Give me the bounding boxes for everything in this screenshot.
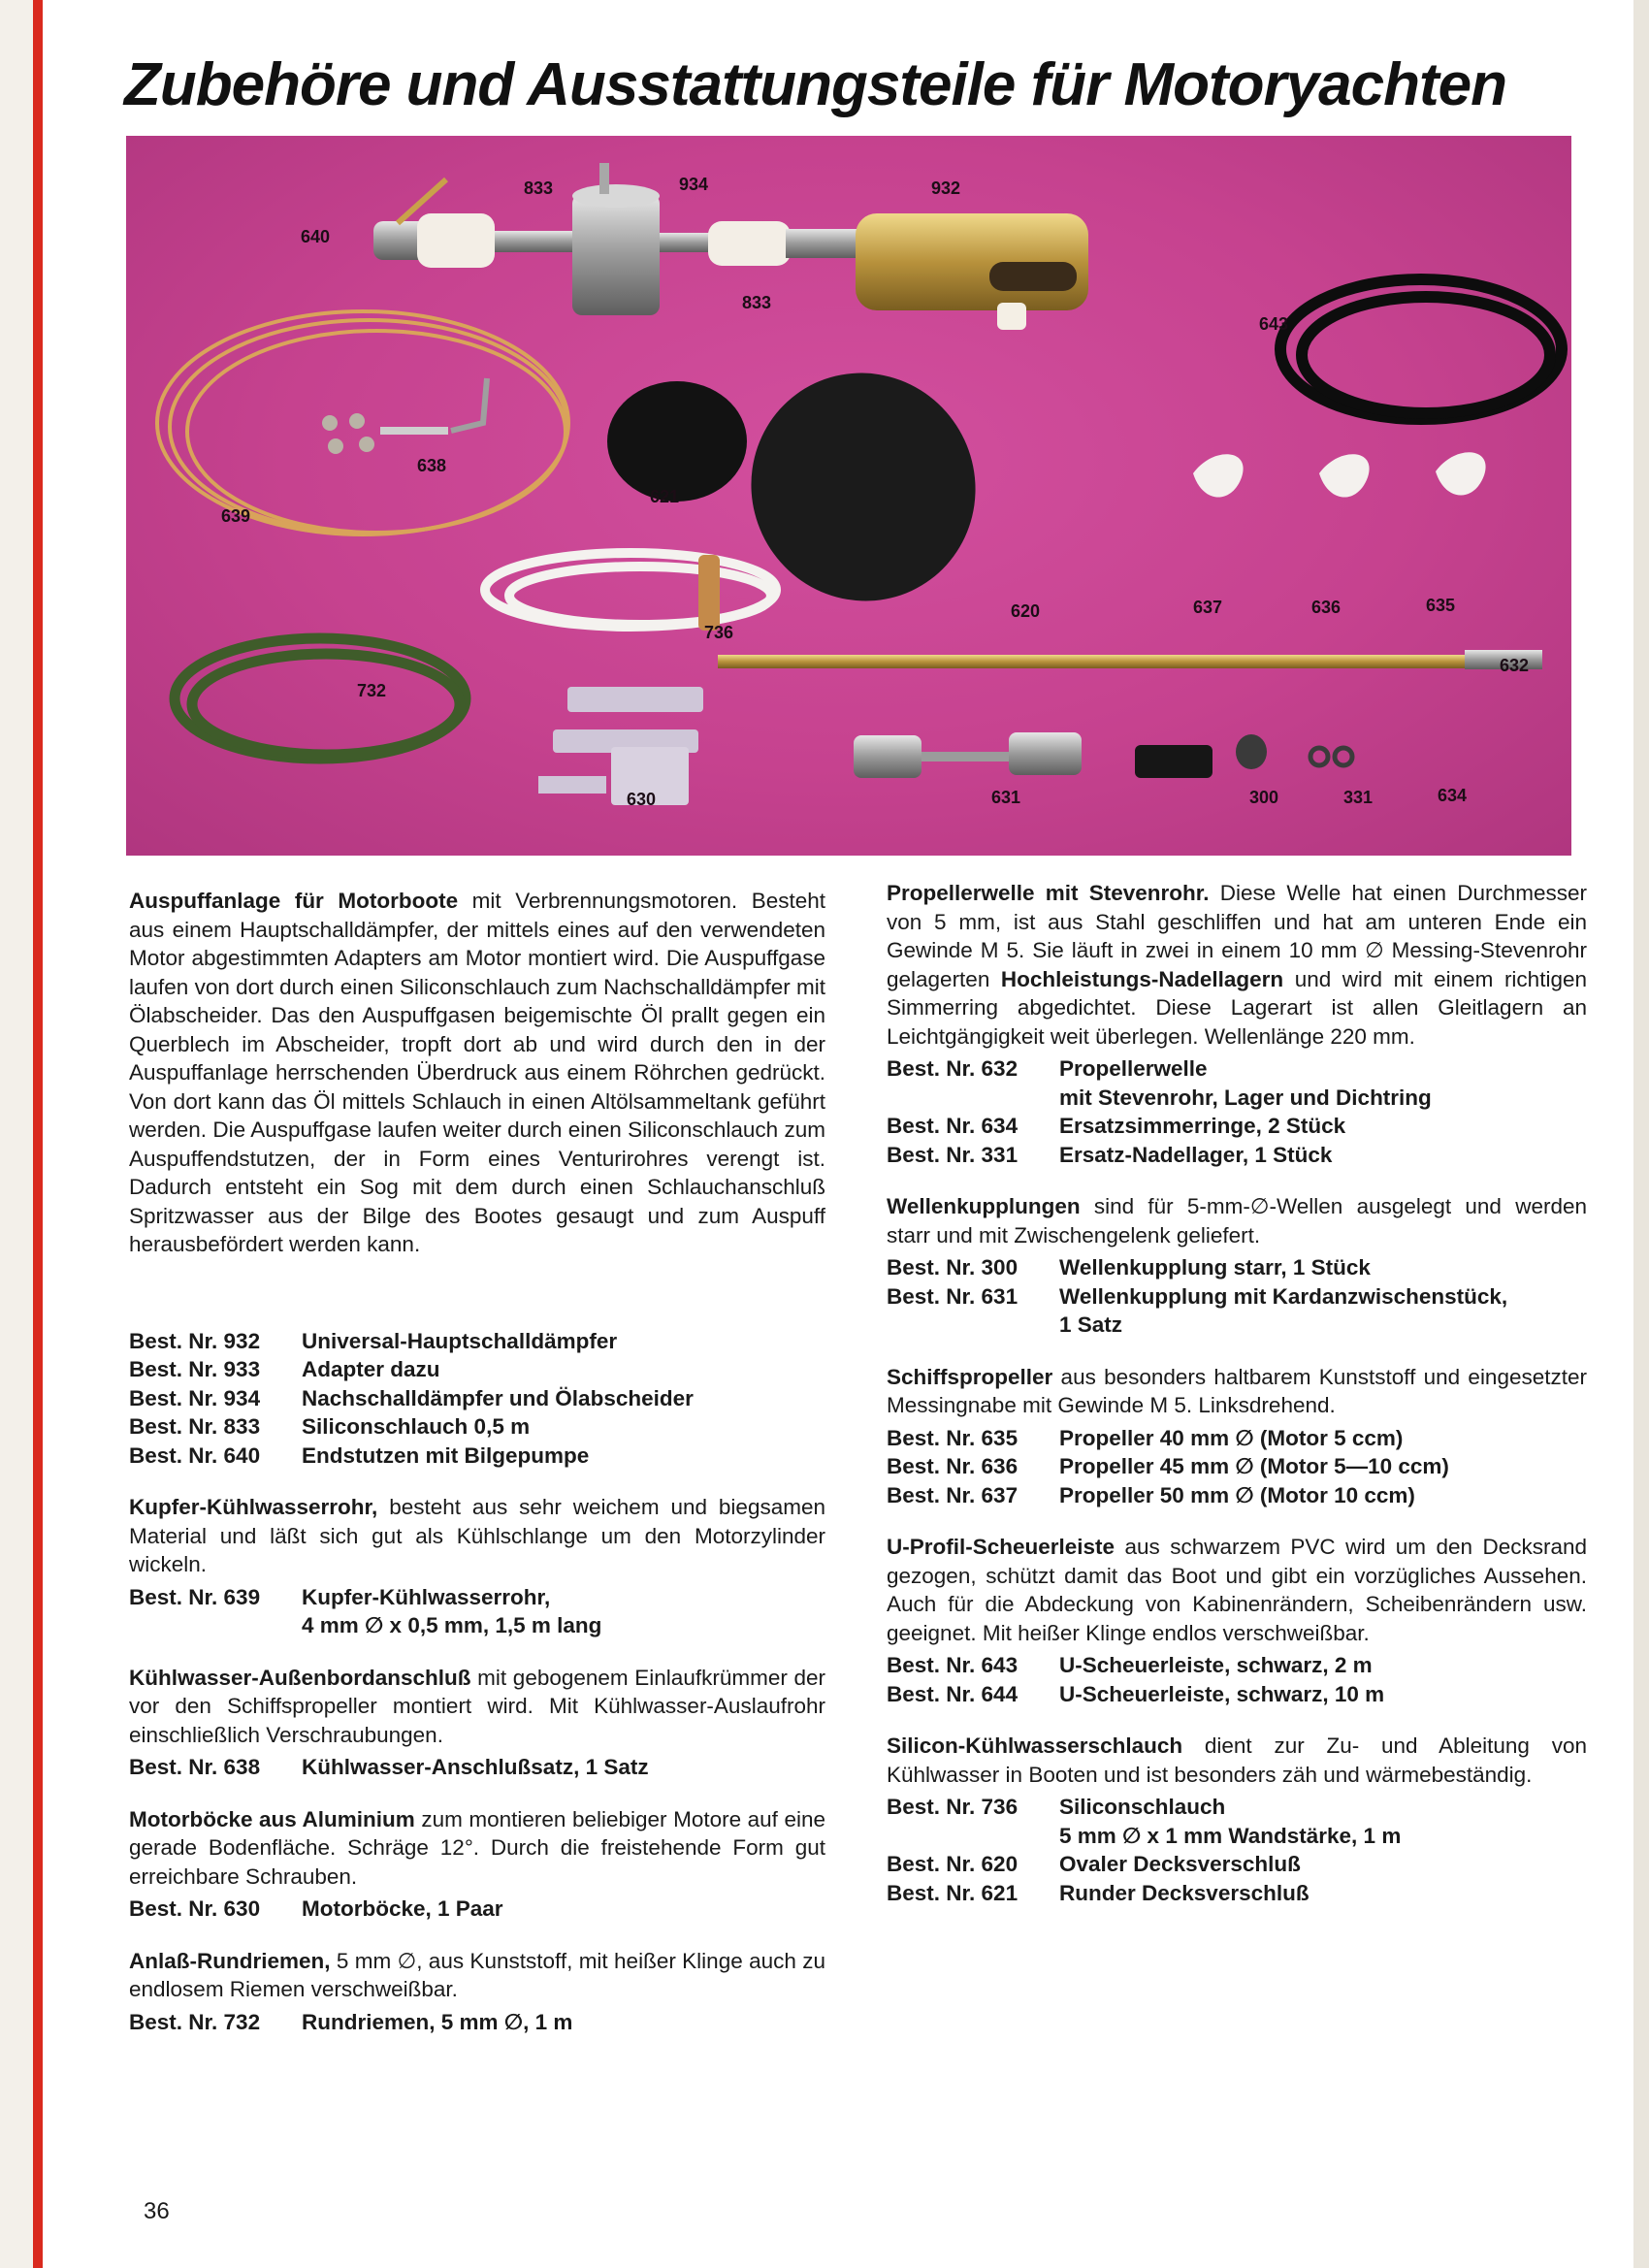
order-description: Endstutzen mit Bilgepumpe	[302, 1442, 590, 1468]
order-number: Best. Nr. 631	[887, 1283, 1018, 1309]
callout-630: 630	[627, 790, 657, 809]
silicone-hose-section	[887, 1732, 1587, 1907]
cooling-connector-text: mit gebogenem Einlaufkrümmer der vor den Schiffspropeller montiert wird. Mit Kühlwasser-Auslaufrohr einschließlich Verschraubungen.	[129, 1665, 825, 1747]
callout-637: 637	[1193, 598, 1223, 617]
order-row	[887, 1850, 1587, 1879]
motor-mounts-section	[129, 1805, 825, 1924]
page-title: Zubehöre und Ausstattungsteile für Motoryachten	[124, 51, 1506, 118]
order-number: Best. Nr. 639	[129, 1584, 261, 1609]
order-row	[129, 1412, 825, 1442]
edge-trim-section	[887, 1533, 1587, 1708]
belt-heading: Anlaß-Rundriemen,	[129, 1948, 331, 1973]
order-row	[129, 2008, 825, 2037]
order-description: Runder Decksverschluß	[1059, 1880, 1310, 1905]
order-row	[129, 1384, 825, 1413]
belt-section	[129, 1947, 825, 2037]
couplings-text: sind für 5-mm-∅-Wellen ausgelegt und werden starr und mit Zwischengelenk geliefert.	[887, 1194, 1587, 1247]
order-description: Ovaler Decksverschluß	[1059, 1852, 1301, 1876]
order-row	[887, 1112, 1587, 1141]
callout-300: 300	[1249, 788, 1279, 807]
propellers-text: aus besonders haltbarem Kunststoff und eingesetzter Messingnabe mit Gewinde M 5. Linksdrehend.	[887, 1364, 1587, 1417]
order-description: Propeller 50 mm ∅ (Motor 10 ccm)	[1059, 1482, 1415, 1507]
propellers-section	[887, 1363, 1587, 1510]
shaft-text: Diese Welle hat einen Durchmesser von 5 mm, ist aus Stahl geschliffen und hat am unteren Ende ein Gewinde M 5. Sie läuft in zwei in einem 10 mm ∅ Messing-Stevenrohr gelagerten	[887, 881, 1587, 991]
motor-mounts	[538, 687, 703, 805]
callout-736: 736	[704, 623, 734, 642]
exhaust-system-illustration	[373, 163, 1088, 330]
callout-634: 634	[1438, 786, 1468, 805]
order-description	[302, 1583, 825, 1640]
order-description: Siliconschlauch 0,5 m	[302, 1414, 531, 1439]
order-number: Best. Nr. 934	[129, 1385, 261, 1410]
product-photo	[126, 136, 1571, 856]
order-number: Best. Nr. 300	[887, 1255, 1018, 1280]
order-row	[887, 1054, 1587, 1112]
order-description	[1059, 1282, 1587, 1340]
callout-932: 932	[931, 178, 961, 198]
order-line: 1 Satz	[1059, 1312, 1123, 1337]
callout-640: 640	[301, 227, 331, 246]
couplings-heading: Wellenkupplungen	[887, 1194, 1081, 1218]
order-line: Propellerwelle	[1059, 1056, 1208, 1081]
order-row	[129, 1327, 825, 1356]
order-row	[129, 1895, 825, 1924]
couplings-description	[887, 1192, 1587, 1249]
order-description: U-Scheuerleiste, schwarz, 2 m	[1059, 1653, 1373, 1677]
callout-635: 635	[1426, 596, 1456, 615]
exhaust-section	[129, 887, 825, 1259]
order-description	[1059, 1793, 1587, 1850]
order-description: U-Scheuerleiste, schwarz, 10 m	[1059, 1681, 1385, 1706]
round-deck-cap	[607, 381, 747, 502]
order-row	[887, 1481, 1587, 1510]
order-description: Ersatz-Nadellager, 1 Stück	[1059, 1142, 1333, 1167]
silicone-hose-heading: Silicon-Kühlwasserschlauch	[887, 1733, 1183, 1758]
cooling-connector-heading: Kühlwasser-Außenbordanschluß	[129, 1665, 471, 1690]
propellers	[1193, 452, 1486, 497]
edge-trim-description	[887, 1533, 1587, 1647]
copper-pipe-heading: Kupfer-Kühlwasserrohr,	[129, 1495, 378, 1519]
belt-description	[129, 1947, 825, 2004]
order-row	[129, 1355, 825, 1384]
propellers-heading: Schiffspropeller	[887, 1364, 1053, 1389]
edge-trim-heading: U-Profil-Scheuerleiste	[887, 1535, 1116, 1559]
silicone-hose-text: dient zur Zu- und Ableitung von Kühlwasser in Booten und ist besonders zäh und wärmebeständig.	[887, 1733, 1587, 1787]
callout-833-b: 833	[742, 293, 772, 312]
page-right-edge	[1633, 0, 1649, 2268]
order-number: Best. Nr. 331	[887, 1142, 1018, 1167]
order-number: Best. Nr. 833	[129, 1414, 261, 1439]
copper-pipe-description	[129, 1493, 825, 1579]
callout-632: 632	[1500, 656, 1530, 675]
exhaust-description	[129, 887, 825, 1259]
order-number: Best. Nr. 644	[887, 1681, 1018, 1706]
page-number: 36	[144, 2198, 170, 2224]
order-number: Best. Nr. 630	[129, 1896, 261, 1921]
order-number: Best. Nr. 732	[129, 2009, 261, 2034]
callout-643: 643	[1259, 314, 1289, 334]
motor-mounts-description	[129, 1805, 825, 1892]
silicone-hose	[485, 553, 776, 627]
motor-mounts-text: zum montieren beliebiger Motore auf eine gerade Bodenfläche. Schräge 12°. Durch die freistehende Form gut erreichbare Schrauben.	[129, 1806, 825, 1889]
propeller-shaft	[718, 655, 1542, 668]
order-row	[129, 1753, 825, 1782]
order-row	[887, 1793, 1587, 1850]
order-row	[887, 1424, 1587, 1453]
couplings-section	[887, 1192, 1587, 1340]
order-description: Adapter dazu	[302, 1357, 440, 1381]
order-number: Best. Nr. 640	[129, 1442, 261, 1468]
motor-mounts-heading: Motorböcke aus Aluminium	[129, 1806, 415, 1831]
shaft-text-end: und wird mit einem richtigen Simmerring abgedichtet. Diese Lagerart ist allen Gleitlagern an Leichtgängigkeit weit überlegen. Wellenlänge 220 mm.	[887, 966, 1587, 1049]
page-binding-edge	[0, 0, 45, 2268]
order-description: Universal-Hauptschalldämpfer	[302, 1328, 618, 1353]
right-column	[887, 879, 1587, 1930]
shaft-section	[887, 879, 1587, 1169]
order-description: Propeller 45 mm ∅ (Motor 5—10 ccm)	[1059, 1454, 1449, 1478]
order-row	[887, 1452, 1587, 1481]
exhaust-order-list	[129, 1327, 825, 1471]
order-number: Best. Nr. 637	[887, 1482, 1018, 1507]
order-row	[887, 1141, 1587, 1170]
callout-621: 621	[650, 487, 680, 506]
order-line: Siliconschlauch	[1059, 1795, 1226, 1819]
shaft-heading: Propellerwelle mit Stevenrohr.	[887, 881, 1210, 905]
left-column	[129, 887, 825, 2059]
order-row	[129, 1583, 825, 1640]
order-line: Wellenkupplung mit Kardanzwischenstück,	[1059, 1283, 1508, 1309]
order-description: Motorböcke, 1 Paar	[302, 1896, 503, 1921]
copper-pipe-section	[129, 1493, 825, 1640]
callout-639: 639	[221, 506, 251, 526]
order-description: Kühlwasser-Anschlußsatz, 1 Satz	[302, 1755, 649, 1779]
order-number: Best. Nr. 643	[887, 1653, 1018, 1677]
fittings-illustration	[322, 378, 487, 454]
cooling-connector-section	[129, 1664, 825, 1782]
callout-636: 636	[1311, 598, 1342, 617]
cooling-connector-description	[129, 1664, 825, 1750]
callout-331: 331	[1343, 788, 1374, 807]
order-number: Best. Nr. 621	[887, 1880, 1018, 1905]
callout-631: 631	[991, 788, 1021, 807]
shaft-bold-text: Hochleistungs-Nadellagern	[1000, 966, 1284, 991]
exhaust-heading: Auspuffanlage für Motorboote	[129, 889, 459, 913]
order-row	[887, 1879, 1587, 1908]
exhaust-text: mit Verbrennungsmotoren. Besteht aus einem Hauptschalldämpfer, der mittels eines auf den verwendeten Motor abgestimmten Adapters am Motor montiert wird. Die Auspuffgase laufen von dort durch einen Siliconschlauch zum Nachschalldämpfer mit Ölabscheider. Das den Auspuffgasen beigemischte Öl prallt gegen ein Querblech im Abscheider, tropft dort ab und wird durch den in der Auspuffanlage herrschenden Überdruck aus einem Röhrchen gedrückt. Von dort kann das Öl mittels Schlauch in einen Altölsammeltank geführt werden. Die Auspuffgase laufen weiter durch einen Siliconschlauch zum Auspuffendstutzen, der in Form eines Venturirohres verengt ist. Dadurch entsteht ein Sog mit dem durch einen Schlauchanschluß Spritzwasser aus der Bilge des Bootes gesaugt und zum Auspuff herausbefördert werden kann.	[129, 889, 825, 1256]
copper-pipe-text: besteht aus sehr weichem und biegsamen Material und läßt sich gut als Kühlschlange um den Motorzylinder wickeln.	[129, 1495, 825, 1576]
order-description: Nachschalldämpfer und Ölabscheider	[302, 1385, 694, 1410]
order-number: Best. Nr. 634	[887, 1114, 1018, 1138]
order-number: Best. Nr. 933	[129, 1357, 261, 1381]
order-line: mit Stevenrohr, Lager und Dichtring	[1059, 1085, 1432, 1110]
needle-bearing	[1236, 734, 1267, 769]
callout-934: 934	[679, 175, 709, 194]
order-number: Best. Nr. 636	[887, 1454, 1018, 1478]
edge-trim-text: aus schwarzem PVC wird um den Decksrand gezogen, schützt damit das Boot und gibt ein vorzügliches Aussehen. Auch für die Abdeckung von Kabinenrändern, Scheibenrändern usw. geeignet. Mit heißer Klinge endlos verschweißbar.	[887, 1535, 1587, 1645]
order-description: Rundriemen, 5 mm ∅, 1 m	[302, 2009, 573, 2034]
silicone-hose-description	[887, 1732, 1587, 1789]
order-row	[887, 1651, 1587, 1680]
shaft-description	[887, 879, 1587, 1051]
order-row	[887, 1282, 1587, 1340]
order-number: Best. Nr. 736	[887, 1795, 1018, 1819]
propellers-description	[887, 1363, 1587, 1420]
order-number: Best. Nr. 620	[887, 1852, 1018, 1876]
order-number: Best. Nr. 632	[887, 1056, 1018, 1081]
green-belt-coil	[175, 638, 466, 759]
black-trim-coil	[1280, 279, 1562, 419]
order-number: Best. Nr. 635	[887, 1425, 1018, 1450]
rigid-coupling	[1135, 745, 1212, 778]
order-description	[1059, 1054, 1587, 1112]
order-number: Best. Nr. 932	[129, 1328, 261, 1353]
callout-638: 638	[417, 456, 447, 475]
seal-rings	[1310, 748, 1352, 765]
order-description: Propeller 40 mm ∅ (Motor 5 ccm)	[1059, 1425, 1404, 1450]
belt-text: 5 mm ∅, aus Kunststoff, mit heißer Klinge auch zu endlosem Riemen verschweißbar.	[129, 1948, 825, 2001]
order-line: 5 mm ∅ x 1 mm Wandstärke, 1 m	[1059, 1823, 1402, 1848]
order-description: Ersatzsimmerringe, 2 Stück	[1059, 1114, 1346, 1138]
product-photo-drawing	[126, 136, 1571, 856]
order-description: Wellenkupplung starr, 1 Stück	[1059, 1255, 1371, 1280]
order-line: 4 mm ∅ x 0,5 mm, 1,5 m lang	[302, 1613, 602, 1637]
oval-deck-cap	[714, 336, 1013, 637]
order-row	[887, 1680, 1587, 1709]
order-number: Best. Nr. 638	[129, 1755, 261, 1779]
order-line: Kupfer-Kühlwasserrohr,	[302, 1584, 551, 1609]
callout-620: 620	[1011, 601, 1041, 621]
callout-732: 732	[357, 681, 387, 700]
order-row	[887, 1253, 1587, 1282]
callout-833-a: 833	[524, 178, 554, 198]
order-row	[129, 1442, 825, 1471]
couplings	[854, 732, 1082, 778]
